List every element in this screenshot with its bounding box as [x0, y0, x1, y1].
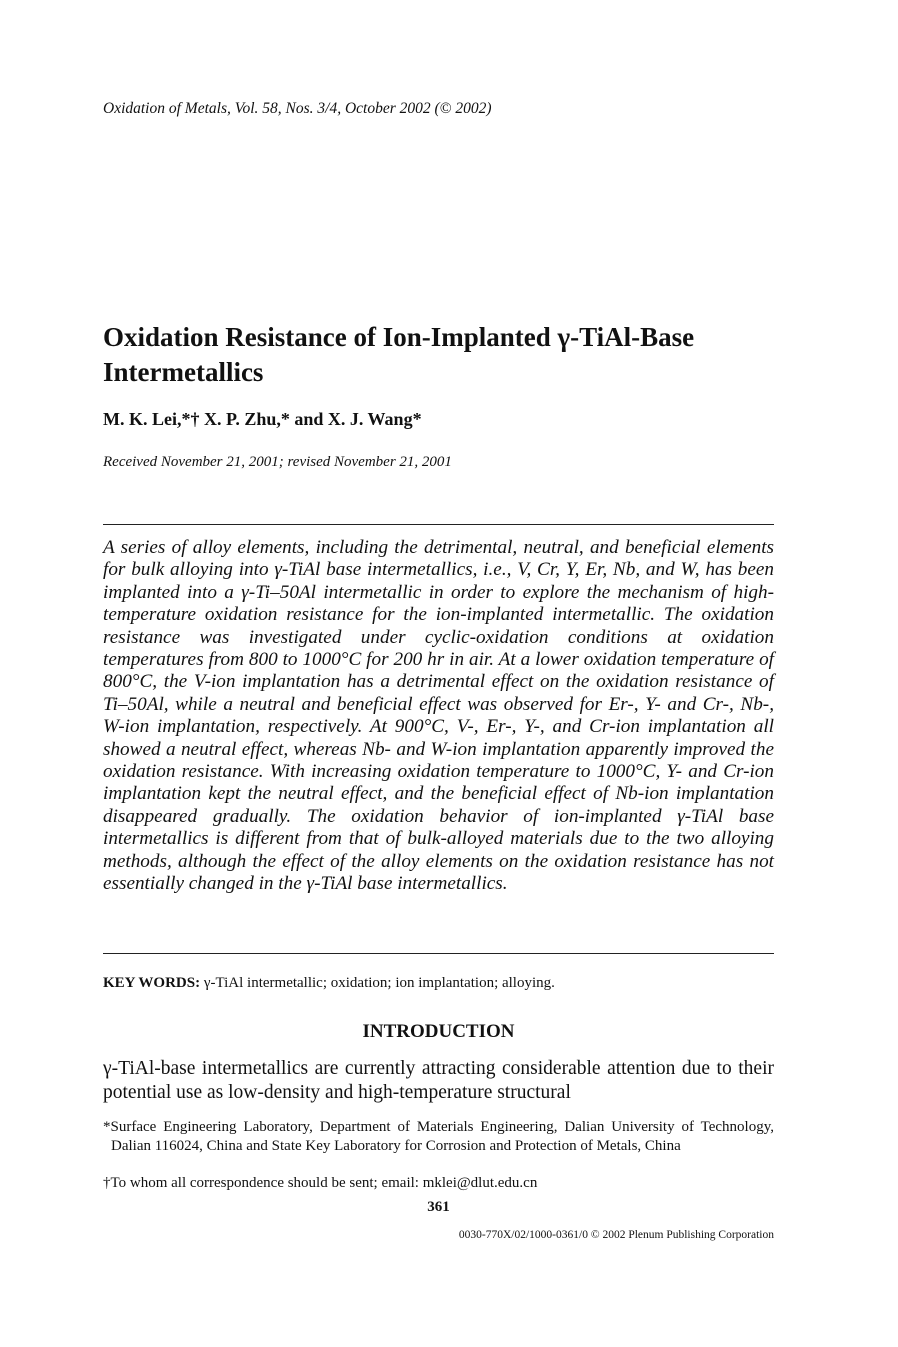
- received-dates: Received November 21, 2001; revised November 21, 2001: [103, 454, 452, 470]
- section-heading-introduction: INTRODUCTION: [362, 1021, 515, 1042]
- journal-citation: Oxidation of Metals, Vol. 58, Nos. 3/4, October 2002 (© 2002): [103, 100, 492, 117]
- introduction-paragraph: γ-TiAl-base intermetallics are currently attracting considerable attention due to their potential use as low-density and high-temperature structural: [103, 1058, 774, 1103]
- keywords-label: KEY WORDS:: [103, 975, 201, 991]
- article-title: Oxidation Resistance of Ion-Implanted γ-TiAl-Base Intermetallics: [103, 322, 695, 387]
- abstract-top-rule: [103, 524, 774, 525]
- author-list: M. K. Lei,*† X. P. Zhu,* and X. J. Wang*: [103, 409, 422, 429]
- keywords-line: [103, 975, 555, 992]
- abstract-bottom-rule: [103, 953, 774, 954]
- copyright-line: 0030-770X/02/1000-0361/0 © 2002 Plenum Publishing Corporation: [458, 1229, 774, 1241]
- abstract-text: A series of alloy elements, including the detrimental, neutral, and beneficial elements for bulk alloying into γ-TiAl base intermetallics, i.e., V, Cr, Y, Er, Nb, and W, has been implanted into a γ-Ti–50Al intermetallic in order to explore the mechanism of high-temperature oxidation resistance for the ion-implanted intermetallic. The oxidation resistance was investigated under cyclic-oxidation conditions at oxidation temperatures from 800 to 1000°C for 200 hr in air. At a lower oxidation temperature of 800°C, the V-ion implantation has a detrimental effect on the oxidation resistance of Ti–50Al, while a neutral and beneficial effect was observed for Er-, Y- and Cr-, Nb-, W-ion implantation, respectively. At 900°C, V-, Er-, Y-, and Cr-ion implantation all showed a neutral effect, whereas Nb- and W-ion implantation apparently improved the oxidation resistance. With increasing oxidation temperature to 1000°C, Y- and Cr-ion implantation kept the neutral effect, and the beneficial effect of Nb-ion implantation disappeared gradually. The oxidation behavior of ion-implanted γ-TiAl base intermetallics is different from that of bulk-alloyed materials due to the two alloying methods, although the effect of the alloy elements on the oxidation resistance has not essentially changed in the γ-TiAl base intermetallics.: [103, 537, 774, 895]
- correspondence-footnote: †To whom all correspondence should be sent; email: mklei@dlut.edu.cn: [103, 1175, 538, 1191]
- keywords-list: γ-TiAl intermetallic; oxidation; ion implantation; alloying.: [203, 975, 555, 991]
- affiliation-footnote: *Surface Engineering Laboratory, Department of Materials Engineering, Dalian University of Technology, Dalian 116024, China and State Key Laboratory for Corrosion and Protection of Metals, China: [103, 1119, 774, 1154]
- page-number: 361: [427, 1199, 450, 1215]
